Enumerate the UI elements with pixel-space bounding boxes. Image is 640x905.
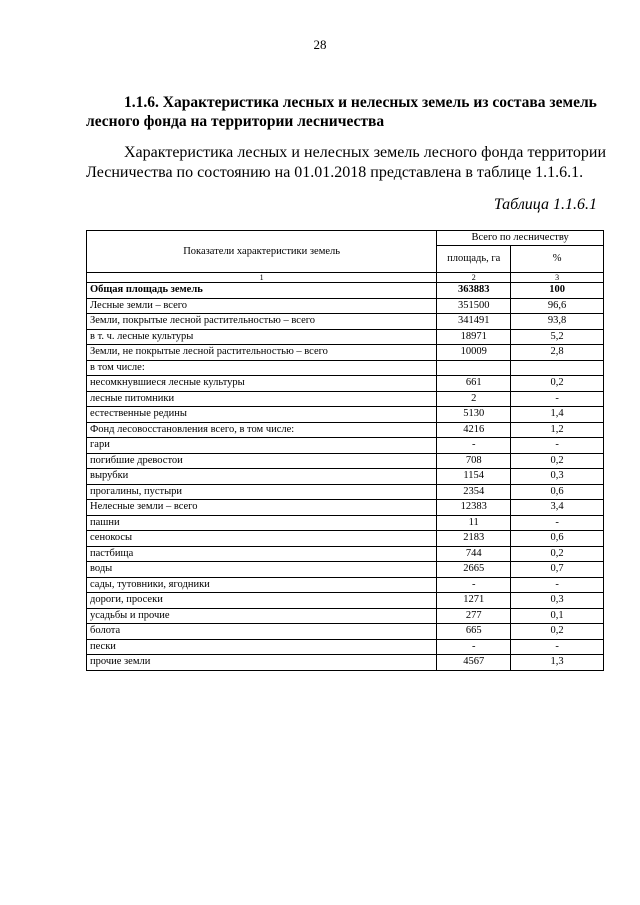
row-percent: - [511, 391, 604, 407]
row-label: вырубки [87, 469, 437, 485]
row-area: 2 [437, 391, 511, 407]
row-area: - [437, 639, 511, 655]
table-row [87, 314, 604, 330]
table-row [87, 329, 604, 345]
table-row [87, 608, 604, 624]
row-area: 18971 [437, 329, 511, 345]
table-row [87, 376, 604, 392]
row-label: воды [87, 562, 437, 578]
row-percent: 93,8 [511, 314, 604, 330]
row-area: 363883 [437, 283, 511, 299]
row-percent: 1,4 [511, 407, 604, 423]
row-percent: 0,6 [511, 531, 604, 547]
column-number: 3 [511, 273, 604, 283]
row-percent: 0,2 [511, 624, 604, 640]
row-area: 1271 [437, 593, 511, 609]
row-area: 661 [437, 376, 511, 392]
row-label: гари [87, 438, 437, 454]
table-row [87, 407, 604, 423]
table-row [87, 438, 604, 454]
header-total: Всего по лесничеству [437, 231, 604, 246]
column-number: 2 [437, 273, 511, 283]
table-row [87, 391, 604, 407]
row-label: дороги, просеки [87, 593, 437, 609]
row-percent: - [511, 438, 604, 454]
table-row [87, 484, 604, 500]
row-area: 2665 [437, 562, 511, 578]
row-label: пастбища [87, 546, 437, 562]
row-percent: 100 [511, 283, 604, 299]
table-row [87, 360, 604, 376]
land-characteristics-table [86, 230, 604, 671]
row-percent: 1,2 [511, 422, 604, 438]
row-area: 12383 [437, 500, 511, 516]
table-row [87, 624, 604, 640]
row-label: Земли, покрытые лесной растительностью – всего [87, 314, 437, 330]
column-numbering-row [87, 273, 604, 283]
header-area: площадь, га [437, 246, 511, 273]
row-label: естественные редины [87, 407, 437, 423]
page-number: 28 [313, 37, 327, 52]
row-area: 11 [437, 515, 511, 531]
row-label: погибшие древостои [87, 453, 437, 469]
table-row [87, 577, 604, 593]
row-label: лесные питомники [87, 391, 437, 407]
row-percent [511, 360, 604, 376]
section-heading: 1.1.6. Характеристика лесных и нелесных земель из состава земель лесного фонда на территории лесничества [86, 94, 597, 130]
row-percent: 3,4 [511, 500, 604, 516]
row-label: болота [87, 624, 437, 640]
table-row [87, 298, 604, 314]
table-row [87, 593, 604, 609]
row-label: усадьбы и прочие [87, 608, 437, 624]
table-row [87, 345, 604, 361]
row-area: 744 [437, 546, 511, 562]
row-area: 2183 [437, 531, 511, 547]
table-row [87, 515, 604, 531]
row-area: 2354 [437, 484, 511, 500]
row-percent: 0,2 [511, 453, 604, 469]
row-label: пашни [87, 515, 437, 531]
column-number: 1 [87, 273, 437, 283]
row-percent: - [511, 639, 604, 655]
row-percent: 0,7 [511, 562, 604, 578]
header-percent: % [511, 246, 604, 273]
table-row [87, 283, 604, 299]
row-area: - [437, 438, 511, 454]
row-label: несомкнувшиеся лесные культуры [87, 376, 437, 392]
table-row [87, 531, 604, 547]
table-row [87, 500, 604, 516]
row-percent: - [511, 577, 604, 593]
table-row [87, 639, 604, 655]
row-percent: 96,6 [511, 298, 604, 314]
row-label: Нелесные земли – всего [87, 500, 437, 516]
table-row [87, 562, 604, 578]
row-label: сенокосы [87, 531, 437, 547]
row-label: в т. ч. лесные культуры [87, 329, 437, 345]
row-label: сады, тутовники, ягодники [87, 577, 437, 593]
row-label: Лесные земли – всего [87, 298, 437, 314]
table-row [87, 469, 604, 485]
row-percent: 2,8 [511, 345, 604, 361]
row-label: Земли, не покрытые лесной растительностью – всего [87, 345, 437, 361]
table-row [87, 422, 604, 438]
row-label: прочие земли [87, 655, 437, 671]
row-area: 4567 [437, 655, 511, 671]
header-indicator: Показатели характеристики земель [87, 231, 437, 273]
row-area: 1154 [437, 469, 511, 485]
row-label: Фонд лесовосстановления всего, в том числе: [87, 422, 437, 438]
row-label: прогалины, пустыри [87, 484, 437, 500]
row-label: Общая площадь земель [87, 283, 437, 299]
row-percent: 0,6 [511, 484, 604, 500]
row-label: пески [87, 639, 437, 655]
intro-paragraph: Характеристика лесных и нелесных земель лесного фонда территории Лесничества по состоянию на 01.01.2018 представлена в таблице 1.1.6.1. [86, 144, 606, 181]
row-percent: 0,3 [511, 593, 604, 609]
row-percent: 0,3 [511, 469, 604, 485]
row-percent: 5,2 [511, 329, 604, 345]
row-area [437, 360, 511, 376]
row-area: 5130 [437, 407, 511, 423]
table-caption: Таблица 1.1.6.1 [493, 196, 597, 213]
table-row [87, 655, 604, 671]
row-area: 341491 [437, 314, 511, 330]
row-percent: 0,1 [511, 608, 604, 624]
row-percent: - [511, 515, 604, 531]
row-area: 10009 [437, 345, 511, 361]
row-area: 4216 [437, 422, 511, 438]
row-percent: 0,2 [511, 546, 604, 562]
table-row [87, 546, 604, 562]
row-area: 277 [437, 608, 511, 624]
row-percent: 1,3 [511, 655, 604, 671]
row-area: 708 [437, 453, 511, 469]
row-area: 351500 [437, 298, 511, 314]
table-row [87, 453, 604, 469]
row-area: 665 [437, 624, 511, 640]
row-label: в том числе: [87, 360, 437, 376]
row-area: - [437, 577, 511, 593]
row-percent: 0,2 [511, 376, 604, 392]
